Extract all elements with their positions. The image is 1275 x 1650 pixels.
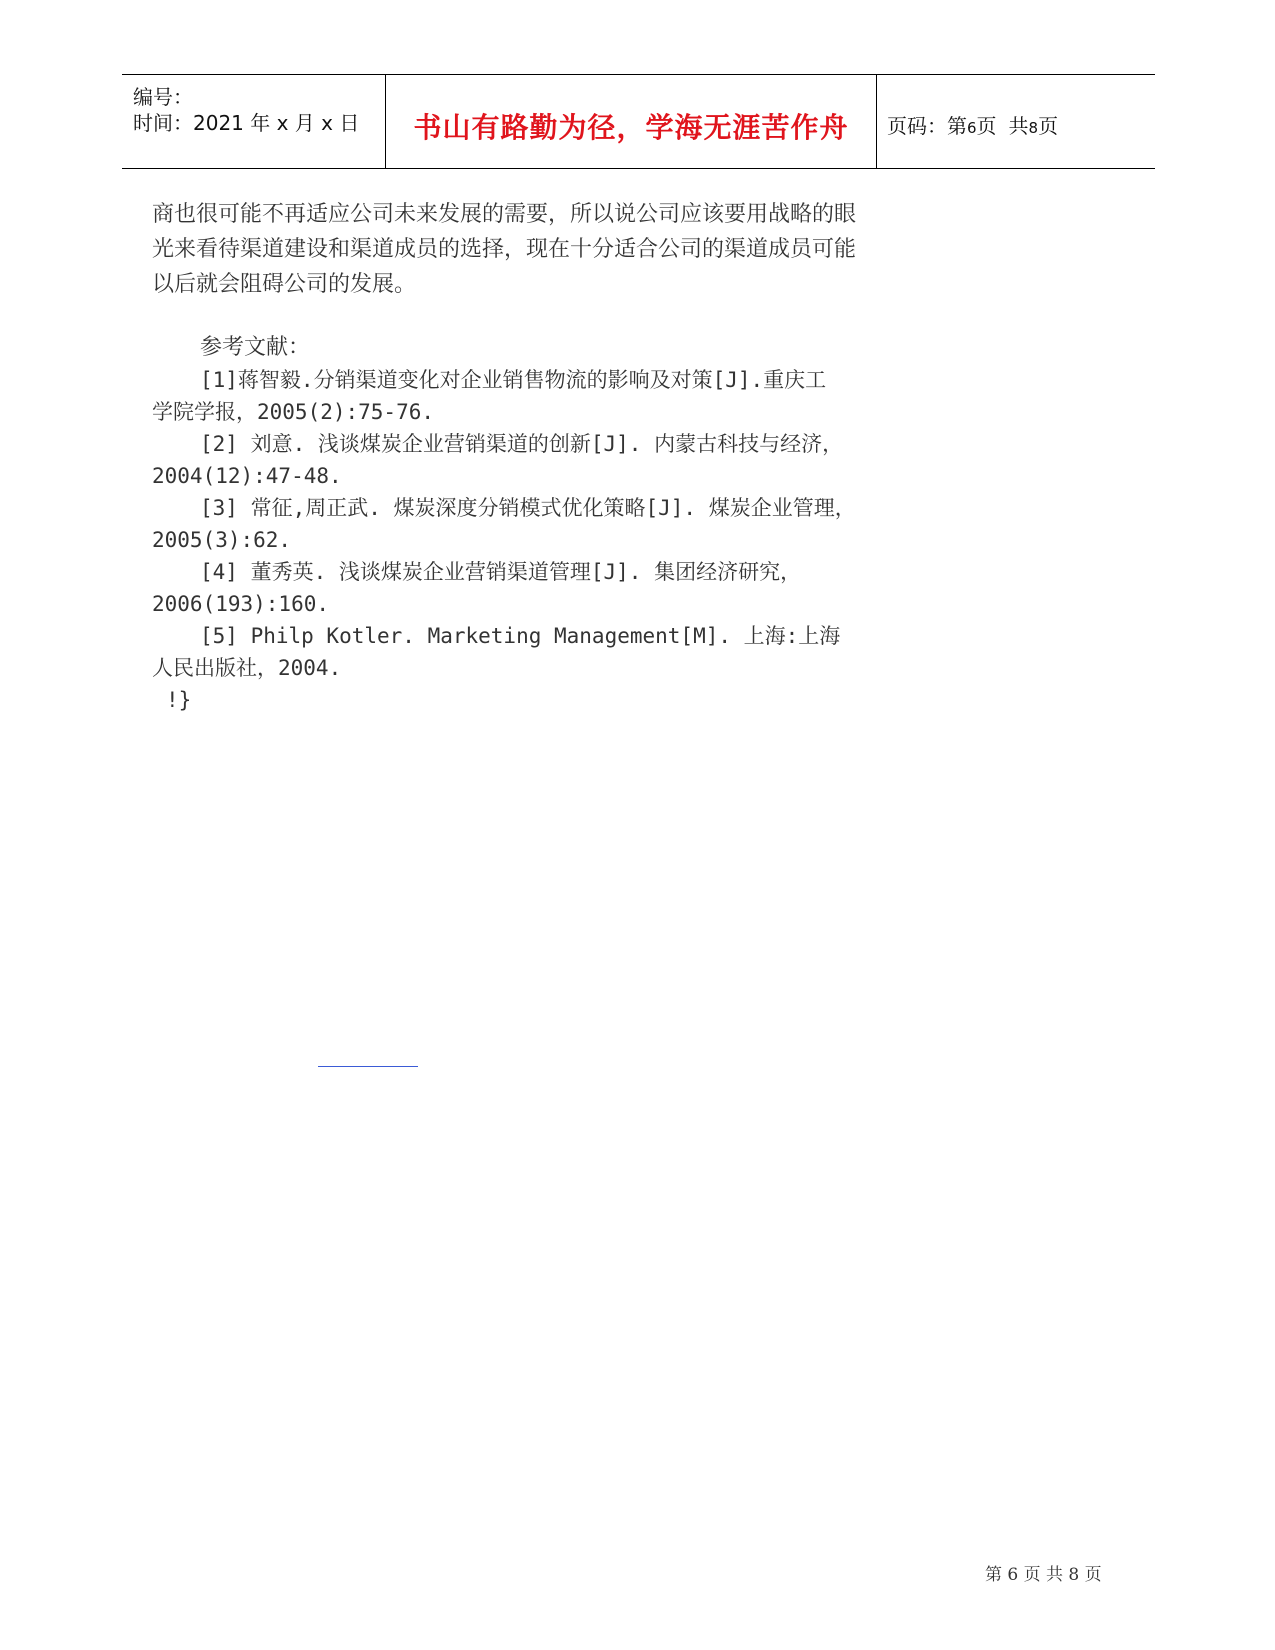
page-footer: 第 6 页 共 8 页 [985, 1565, 1102, 1585]
reference-5-line1: [5] Philp Kotler. Marketing Management[M]. 上海:上海 [200, 624, 841, 648]
reference-4-line2: 2006(193):160. [152, 592, 330, 616]
body-paragraph [152, 197, 982, 302]
header-info-cell [122, 75, 385, 168]
page-prefix: 页码：第 [887, 114, 967, 138]
page-mid: 页 [976, 114, 997, 138]
header-page-cell [876, 75, 1155, 168]
link-underline[interactable] [318, 1066, 418, 1067]
date-label: 时间：2021 年 x 月 x 日 [133, 111, 360, 135]
page-total: 8 [1028, 119, 1039, 137]
reference-5-line2: 人民出版社，2004. [152, 656, 342, 680]
page-header [122, 74, 1155, 169]
references-section [152, 332, 982, 716]
page-total-prefix: 共 [1008, 114, 1029, 138]
references-title: 参考文献： [200, 335, 311, 360]
paragraph-line: 以后就会阻碍公司的发展。 [152, 272, 417, 297]
page-code [887, 110, 1058, 139]
motto-text: 书山有路勤为径，学海无涯苦作舟 [413, 111, 849, 144]
reference-3-line1: [3] 常征,周正武. 煤炭深度分销模式优化策略[J]. 煤炭企业管理， [200, 496, 856, 520]
reference-2-line2: 2004(12):47-48. [152, 464, 342, 488]
reference-2-line1: [2] 刘意. 浅谈煤炭企业营销渠道的创新[J]. 内蒙古科技与经济， [200, 432, 844, 456]
serial-number-label: 编号： [133, 85, 193, 109]
reference-4-line1: [4] 董秀英. 浅谈煤炭企业营销渠道管理[J]. 集团经济研究， [200, 560, 802, 584]
page-total-suffix: 页 [1038, 114, 1059, 138]
stray-text: !} [166, 688, 192, 712]
reference-1-line1: [1]蒋智毅.分销渠道变化对企业销售物流的影响及对策[J].重庆工 [200, 368, 827, 392]
reference-1-line2: 学院学报，2005(2):75-76. [152, 400, 435, 424]
paragraph-line: 商也很可能不再适应公司未来发展的需要，所以说公司应该要用战略的眼 [152, 202, 857, 227]
header-motto-cell [385, 75, 877, 168]
page-current: 6 [967, 119, 977, 137]
paragraph-line: 光来看待渠道建设和渠道成员的选择，现在十分适合公司的渠道成员可能 [152, 237, 857, 262]
reference-3-line2: 2005(3):62. [152, 528, 292, 552]
